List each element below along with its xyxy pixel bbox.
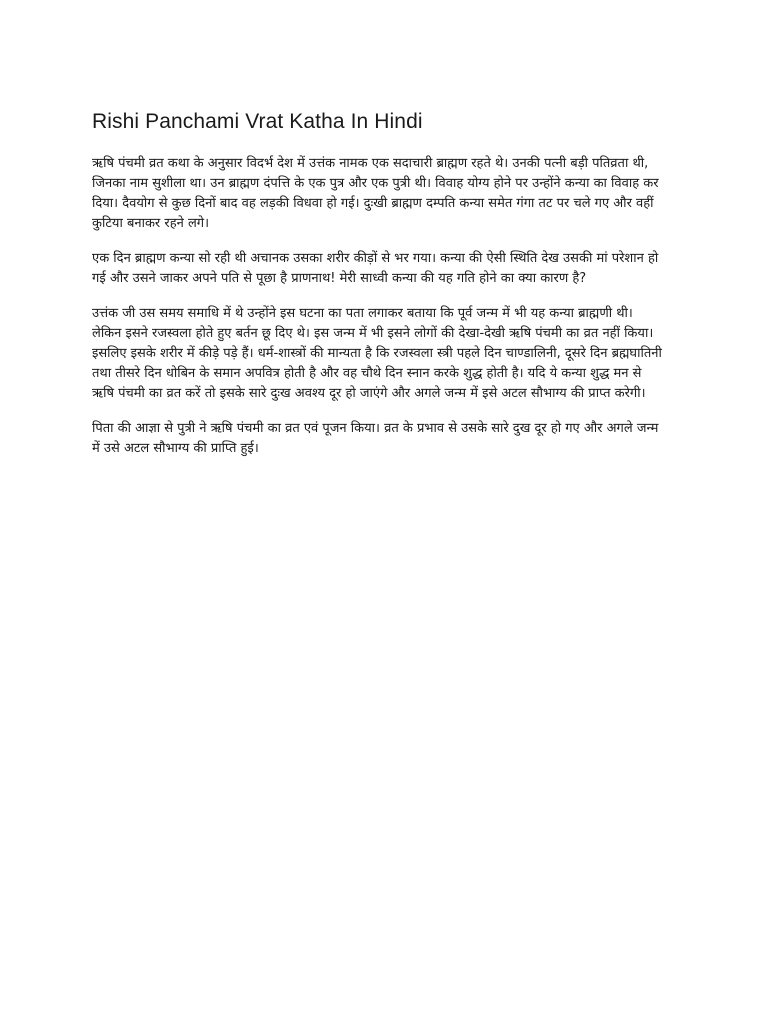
paragraph-2: एक दिन ब्राह्मण कन्या सो रही थी अचानक उसका शरीर कीड़ों से भर गया। कन्या की ऐसी स्थिति देख उसकी मां परेशान हो गई और उसने जाकर अपने पति से पूछा है प्राणनाथ! मेरी साध्वी कन्या की यह गति होने का क्या कारण है?	[92, 251, 659, 286]
document-content	[92, 108, 664, 474]
paragraph-1: ऋषि पंचमी व्रत कथा के अनुसार विदर्भ देश में उत्तंक नामक एक सदाचारी ब्राह्मण रहते थे। उनकी पत्नी बड़ी पतिव्रता थी, जिनका नाम सुशीला था। उन ब्राह्मण दंपत्ति के एक पुत्र और एक पुत्री थी। विवाह योग्य होने पर उन्होंने कन्या का विवाह कर दिया। दैवयोग से कुछ दिनों बाद वह लड़की विधवा हो गई। दुःखी ब्राह्मण दम्पति कन्या समेत गंगा तट पर चले गए और वहीं कुटिया बनाकर रहने लगे।	[92, 156, 659, 231]
paragraph-3: उत्तंक जी उस समय समाधि में थे उन्होंने इस घटना का पता लगाकर बताया कि पूर्व जन्म में भी यह कन्या ब्राह्मणी थी। लेकिन इसने रजस्वला होते हुए बर्तन छू दिए थे। इस जन्म में भी इसने लोगों की देखा-देखी ऋषि पंचमी का व्रत नहीं किया। इसलिए इसके शरीर में कीड़े पड़े हैं। धर्म-शास्त्रों की मान्यता है कि रजस्वला स्त्री पहले दिन चाण्डालिनी, दूसरे दिन ब्रह्मघातिनी तथा तीसरे दिन धोबिन के समान अपवित्र होती है और वह चौथे दिन स्नान करके शुद्ध होती है। यदि ये कन्या शुद्ध मन से ऋषि पंचमी का व्रत करें तो इसके सारे दुःख अवश्य दूर हो जाएंगे और अगले जन्म में इसे अटल सौभाग्य की प्राप्त करेगी।	[92, 306, 662, 401]
document-title: Rishi Panchami Vrat Katha In Hindi	[92, 110, 423, 133]
paragraph-4: पिता की आज्ञा से पुत्री ने ऋषि पंचमी का व्रत एवं पूजन किया। व्रत के प्रभाव से उसके सारे दुख दूर हो गए और अगले जन्म में उसे अटल सौभाग्य की प्राप्ति हुई।	[92, 421, 659, 456]
